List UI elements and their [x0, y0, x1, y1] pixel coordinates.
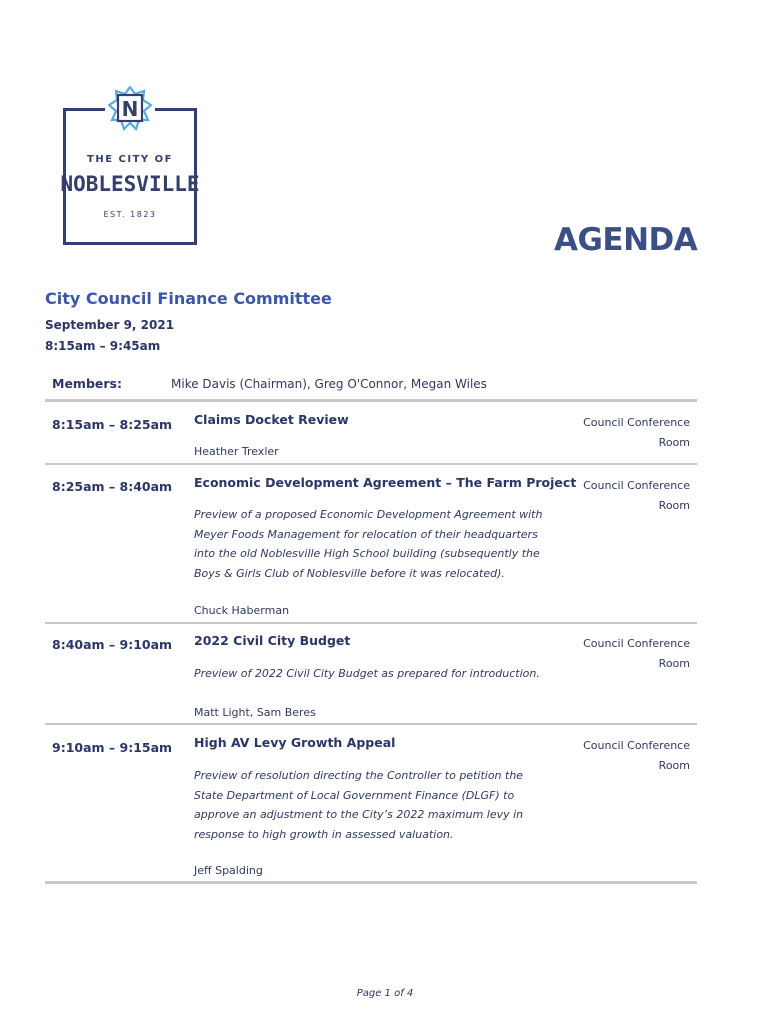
svg-text:N: N [121, 97, 139, 121]
meeting-date: September 9, 2021 [45, 318, 175, 332]
item-location: Council Conference Room [583, 416, 690, 449]
item-description: Preview of a proposed Economic Development Agreement with Meyer Foods Management for relocation of their headquarters into the old Noblesville High School building (subsequently the Boys & Girls Club of Noblesville before it was relocated). [194, 508, 543, 580]
divider [45, 399, 697, 402]
item-location: Council Conference Room [583, 479, 690, 512]
item-time-slot: 8:25am – 8:40am [52, 479, 173, 494]
item-title: High AV Levy Growth Appeal [194, 735, 396, 750]
item-location: Council Conference Room [583, 637, 690, 670]
logo-frame-top-left [63, 108, 105, 111]
item-time-slot: 8:40am – 9:10am [52, 637, 173, 652]
item-description: Preview of 2022 Civil City Budget as prepared for introduction. [194, 667, 540, 680]
item-description: Preview of resolution directing the Controller to petition the State Department of Local Government Finance (DLGF) to approve an adjustment to the City’s 2022 maximum levy in response to high growth in assessed valuation. [194, 769, 524, 841]
item-presenter: Heather Trexler [194, 445, 279, 458]
item-title: Claims Docket Review [194, 412, 349, 427]
page-title: AGENDA [554, 222, 698, 258]
star-emblem-icon [108, 86, 152, 132]
item-title: 2022 Civil City Budget [194, 633, 351, 648]
item-title: Economic Development Agreement – The Farm Project [194, 475, 577, 490]
divider [45, 881, 697, 884]
item-presenter: Chuck Haberman [194, 604, 290, 617]
logo-city-name: NOBLESVILLE [60, 172, 200, 196]
committee-name: City Council Finance Committee [45, 289, 332, 308]
divider [45, 723, 697, 725]
divider [45, 622, 697, 624]
page-number: Page 1 of 4 [356, 988, 414, 999]
logo-city-of: THE CITY OF [87, 154, 173, 165]
item-location: Council Conference Room [583, 739, 690, 772]
item-presenter: Jeff Spalding [194, 864, 263, 877]
item-time-slot: 8:15am – 8:25am [52, 417, 173, 432]
logo-frame-top-right [155, 108, 197, 111]
logo-frame-bottom [63, 242, 197, 245]
members-list: Mike Davis (Chairman), Greg O'Connor, Megan Wiles [171, 377, 487, 391]
members-label: Members: [52, 376, 122, 391]
city-logo [60, 86, 200, 248]
meeting-time: 8:15am – 9:45am [45, 339, 161, 353]
item-time-slot: 9:10am – 9:15am [52, 740, 173, 755]
divider [45, 463, 697, 465]
logo-established: EST. 1823 [103, 210, 157, 219]
item-presenter: Matt Light, Sam Beres [194, 706, 316, 719]
